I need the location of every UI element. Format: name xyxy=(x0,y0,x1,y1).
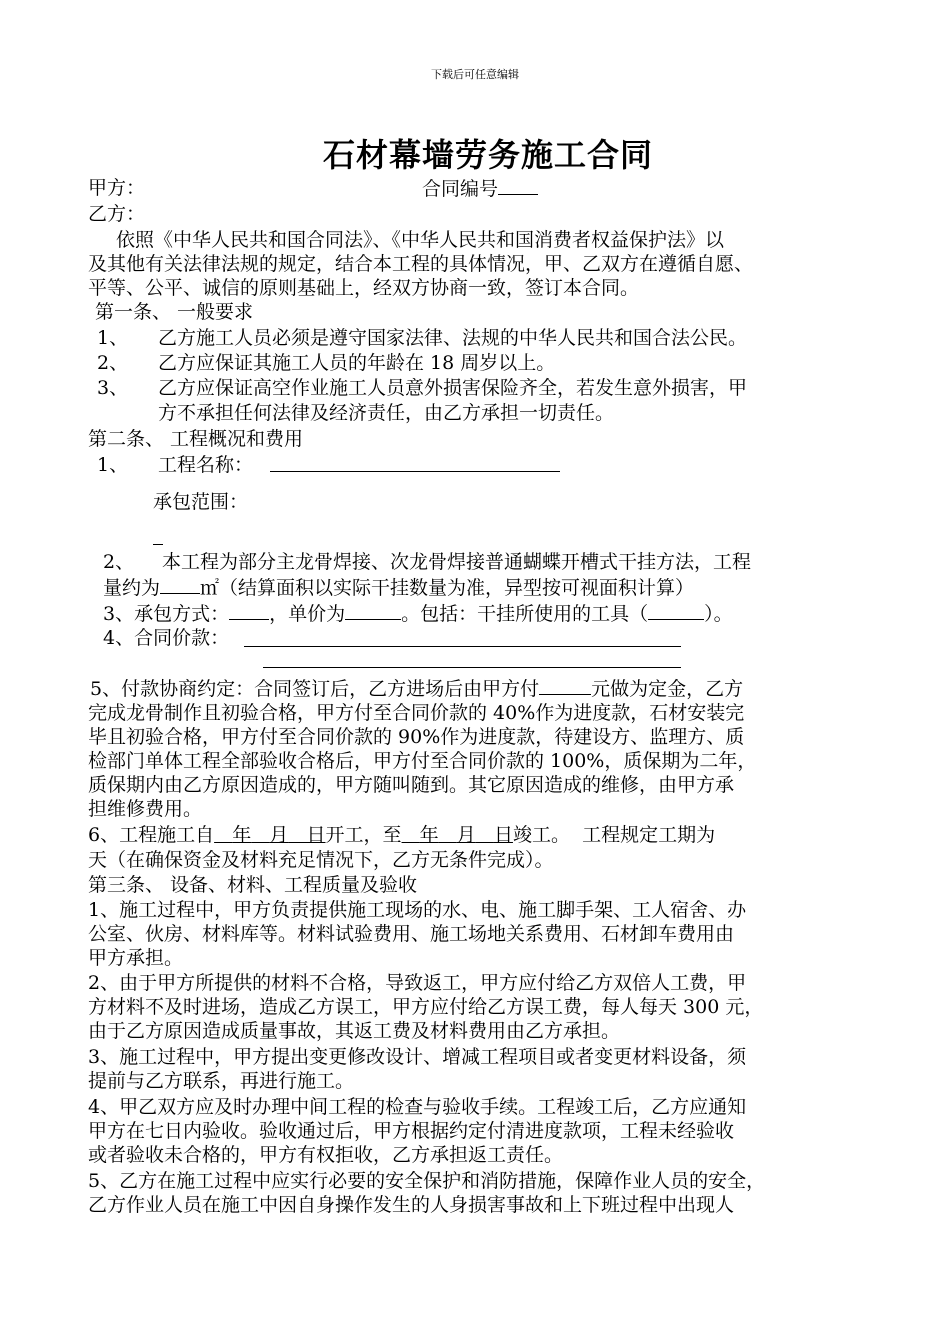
art3-line: 公室、伙房、材料库等。材料试验费用、施工场地关系费用、石材卸车费用由 xyxy=(88,923,735,945)
payment-line: 完成龙骨制作且初验合格，甲方付至合同价款的 40%作为进度款，石材安装完 xyxy=(88,702,745,724)
tools-label: 。包括：干挂所使用的工具（ xyxy=(401,603,649,625)
payment-line xyxy=(90,676,743,701)
art1-item-number: 1、 xyxy=(97,327,129,349)
end-label: 竣工。 xyxy=(512,824,570,846)
schedule-line xyxy=(88,823,715,847)
period-label: 工程规定工期为 xyxy=(582,824,716,846)
art2-item-text: 本工程为部分主龙骨焊接、次龙骨焊接普通蝴蝶开槽式干挂方法，工程 xyxy=(162,551,752,573)
art1-item-text: 方不承担任何法律及经济责任，由乙方承担一切责任。 xyxy=(158,402,615,424)
contract-price-label: 4、合同价款： xyxy=(103,627,230,649)
scope-blank xyxy=(153,544,163,545)
art3-line: 5、乙方在施工过程中应实行必要的安全保护和消防措施，保障作业人员的安全， xyxy=(88,1170,766,1192)
art2-item-number: 2、 xyxy=(103,551,135,573)
tools-blank xyxy=(648,601,704,620)
area-unit: ㎡ xyxy=(200,577,220,599)
art1-item-number: 3、 xyxy=(97,377,129,399)
art3-line: 甲方承担。 xyxy=(88,947,184,969)
end-date: 年 月 日 xyxy=(419,824,513,846)
art3-line: 由于乙方原因造成质量事故，其返工费及材料费用由乙方承担。 xyxy=(88,1020,621,1042)
contract-price-blank xyxy=(244,646,681,647)
tools-close: ）。 xyxy=(704,603,733,625)
art1-item-text: 乙方应保证其施工人员的年龄在 18 周岁以上。 xyxy=(158,352,556,374)
article-3-title: 第三条、 设备、材料、工程质量及验收 xyxy=(88,874,418,896)
page-title: 石材幕墙劳务施工合同 xyxy=(322,136,653,174)
unit-price-label: ，单价为 xyxy=(269,603,346,625)
art1-item-number: 2、 xyxy=(97,352,129,374)
contract-mode-blank xyxy=(229,601,269,620)
contract-mode-label: 3、承包方式： xyxy=(103,603,230,625)
art3-line: 或者验收未合格的，甲方有权拒收，乙方承担返工责任。 xyxy=(88,1144,564,1166)
art3-line: 方材料不及时进场，造成乙方误工，甲方应付给乙方误工费，每人每天 300 元， xyxy=(88,996,764,1018)
project-name-blank xyxy=(270,471,560,472)
art3-line: 甲方在七日内验收。验收通过后，甲方根据约定付清进度款项，工程未经验收 xyxy=(88,1120,735,1142)
quantity-note: （结算面积以实际干挂数量为准，异型按可视面积计算） xyxy=(219,577,695,599)
scope-label: 承包范围： xyxy=(153,491,249,513)
contract-number-blank xyxy=(498,176,538,195)
quantity-line xyxy=(103,575,694,600)
payment-line: 质保期内由乙方原因造成的，甲方随叫随到。其它原因造成的维修，由甲方承 xyxy=(88,774,735,796)
art1-item-text: 乙方应保证高空作业施工人员意外损害保险齐全，若发生意外损害，甲 xyxy=(158,377,748,399)
party-b-label: 乙方： xyxy=(88,203,146,225)
unit-price-blank xyxy=(345,601,401,620)
start-date: 年 月 日 xyxy=(232,824,326,846)
schedule-prefix: 6、工程施工自 xyxy=(88,824,215,846)
art3-line: 乙方作业人员在施工中因自身操作发生的人身损害事故和上下班过程中出现人 xyxy=(88,1194,735,1216)
intro-line: 及其他有关法律法规的规定，结合本工程的具体情况，甲、乙双方在遵循自愿、 xyxy=(88,253,754,275)
payment-line: 检部门单体工程全部验收合格后，甲方付至合同价款的 100%，质保期为二年， xyxy=(88,750,757,772)
project-name-label: 工程名称： xyxy=(158,454,254,476)
contract-number-label: 合同编号 xyxy=(422,178,499,200)
party-a-label: 甲方： xyxy=(88,177,146,199)
payment-prefix: 5、付款协商约定：合同签订后，乙方进场后由甲方付 xyxy=(90,678,540,700)
contract-number xyxy=(422,176,538,201)
payment-line: 毕且初验合格，甲方付至合同价款的 90%作为进度款，待建设方、监理方、质 xyxy=(88,726,745,748)
art3-line: 提前与乙方联系，再进行施工。 xyxy=(88,1070,355,1092)
art3-line: 1、施工过程中，甲方负责提供施工现场的水、电、施工脚手架、工人宿舍、办 xyxy=(88,899,747,921)
quantity-blank xyxy=(160,575,200,594)
quantity-prefix: 量约为 xyxy=(103,577,161,599)
schedule-line: 天（在确保资金及材料充足情况下，乙方无条件完成）。 xyxy=(88,849,554,871)
start-label: 开工，至 xyxy=(325,824,402,846)
art3-line: 3、施工过程中，甲方提出变更修改设计、增减工程项目或者变更材料设备，须 xyxy=(88,1046,747,1068)
art3-line: 4、甲乙双方应及时办理中间工程的检查与验收手续。工程竣工后，乙方应通知 xyxy=(88,1096,747,1118)
header-note: 下载后可任意编辑 xyxy=(431,68,519,81)
intro-line: 平等、公平、诚信的原则基础上，经双方协商一致，签订本合同。 xyxy=(88,277,640,299)
payment-suffix: 元做为定金，乙方 xyxy=(591,678,744,700)
art2-item-number: 1、 xyxy=(97,454,129,476)
deposit-blank xyxy=(539,676,591,695)
contract-price-blank-2 xyxy=(263,667,681,668)
article-2-title: 第二条、 工程概况和费用 xyxy=(88,428,304,450)
intro-line: 依照《中华人民共和国合同法》、《中华人民共和国消费者权益保护法》以 xyxy=(116,229,725,251)
art3-line: 2、由于甲方所提供的材料不合格，导致返工，甲方应付给乙方双倍人工费，甲 xyxy=(88,972,747,994)
article-1-title: 第一条、 一般要求 xyxy=(95,301,254,323)
payment-line: 担维修费用。 xyxy=(88,798,203,820)
contract-mode-line xyxy=(103,601,733,626)
art1-item-text: 乙方施工人员必须是遵守国家法律、法规的中华人民共和国合法公民。 xyxy=(158,327,748,349)
